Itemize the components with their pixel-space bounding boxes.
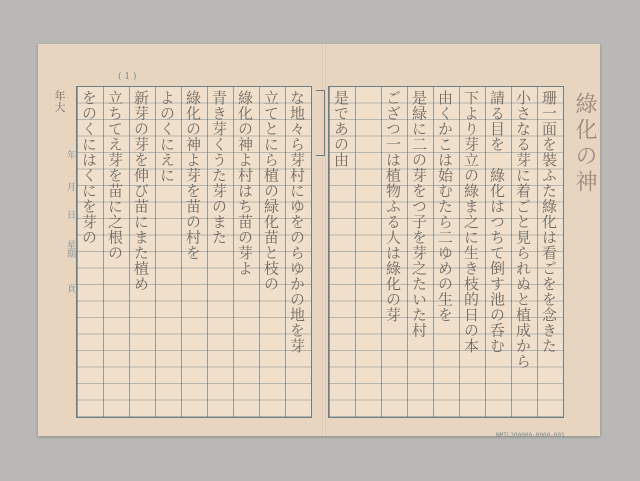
text-column-right-3: 請る目を 綠化はつちて倒す池の呑む xyxy=(488,90,506,354)
text-column-left-2: 立てとにら植の緑化苗と枝の xyxy=(262,90,280,292)
text-column-right-2: 小さなる芽に着ごと見られぬと植成から xyxy=(514,90,532,369)
text-column-left-4: 青き芽くうた芽のまた xyxy=(210,90,228,245)
text-column-left-9: をのくにはくにを芽の xyxy=(80,90,98,245)
margin-label-weekday: 星期 xyxy=(65,240,75,258)
text-column-left-1: な地々ら芽村にゆをのらゆかの地を芽 xyxy=(288,90,306,354)
text-column-right-7: ござつ一は植物ふる人は綠化の芽 xyxy=(384,90,402,323)
center-binding-mark xyxy=(316,90,325,156)
manuscript-title: 綠化の神 xyxy=(572,92,597,196)
archive-stamp: NMTL200000-0000-001 xyxy=(496,432,565,439)
margin-label-day: 日 xyxy=(65,210,75,219)
margin-label-month: 月 xyxy=(65,182,75,191)
text-column-right-8: 是であの由 xyxy=(332,90,350,168)
text-column-left-5: 綠化の神よ芽を苗の村を xyxy=(184,90,202,261)
text-column-left-6: よのくにえに xyxy=(158,90,176,183)
text-column-left-10: 年大 xyxy=(53,90,66,113)
text-column-right-4: 下より芽立の綠ま之に生き枝的日の本 xyxy=(462,90,480,354)
page-number: ( 1 ) xyxy=(118,72,137,82)
margin-label-page: 頁 xyxy=(65,284,75,293)
text-column-left-7: 新芽の芽を伸び苗にまた植め xyxy=(132,90,150,292)
text-column-left-3: 綠化の神よ村はち苗の芽よ xyxy=(236,90,254,276)
text-column-right-6: 是緑に二の芽をつ子を芽之たいた村 xyxy=(410,90,428,338)
margin-label-year: 年 xyxy=(65,150,75,159)
text-column-left-8: 立ちてえ芽を苗に之根の xyxy=(106,90,124,261)
text-column-right-5: 由くかこは始むたら二ゆめの生を xyxy=(436,90,454,323)
text-column-right-1: 珊一面を裝ふた綠化は看ごをを念きた xyxy=(540,90,558,354)
